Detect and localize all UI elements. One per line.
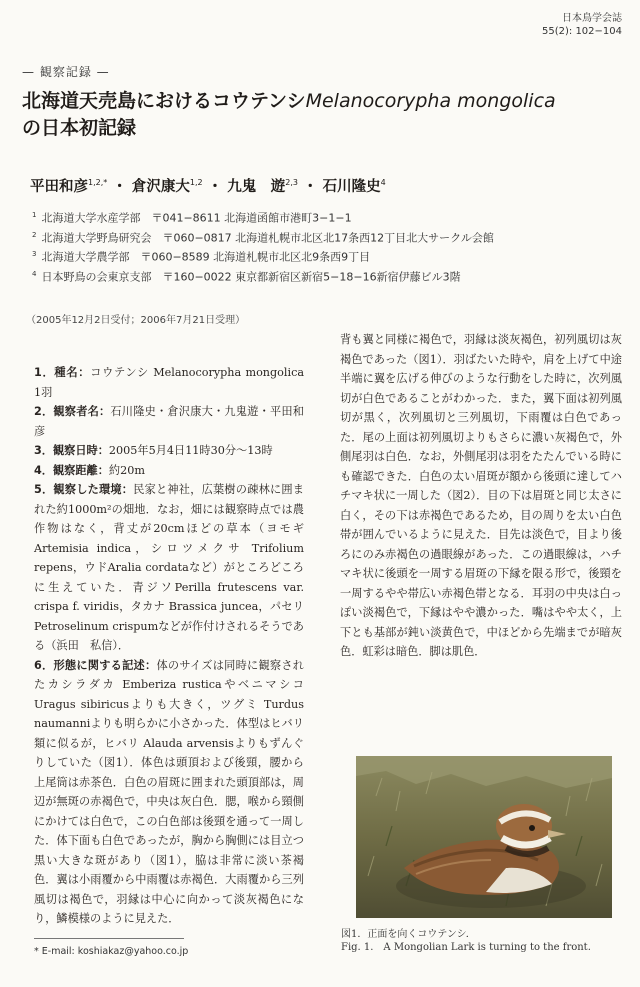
right-column xyxy=(340,330,622,662)
paragraph-observers xyxy=(34,402,304,441)
paragraph-body: 2005年5月4日11時30分〜13時 xyxy=(108,444,273,457)
affiliation-number: 4 xyxy=(32,269,37,278)
title-latin: Melanocorypha mongolica xyxy=(305,90,556,112)
author: 九鬼 遊 xyxy=(227,179,286,195)
affiliation-text: 北海道大学野鳥研究会 〒060−0817 北海道札幌市北区北17条西12丁目北大サークル会館 xyxy=(41,231,494,245)
paragraph-body: 体のサイズは同時に観察されたカシラダカ Emberiza rusticaやベニマシコ Uragus sibiricusよりも大きく，ツグミ Turdus naumanniよりも明らかに小さかった．体型はヒバリ類に似るが，ヒバリ Alauda arvensisよりもずんぐりしていた（図1）．体色は頭頂および後頸，腰から上尾筒は赤茶色．白色の眉斑に囲まれた頭頂部は，周辺が無斑の赤褐色で，中央は灰白色．腮，喉から頸側にかけては白色で，この白色部は後頸を通って一周した．体下面も白色であったが，胸から胸側には目立つ黒い大きな斑があり（図1），脇は非常に淡い茶褐色．翼は小雨覆から中雨覆は赤褐色．大雨覆から三列風切は褐色で，羽縁は中心に向かって淡灰褐色になり，鱗模様のように見えた． xyxy=(34,658,304,925)
journal-name: 日本鳥学会誌 xyxy=(562,13,622,24)
mongolian-lark-photo xyxy=(356,756,612,918)
affiliation-number: 2 xyxy=(32,230,37,239)
affiliation-number: 1 xyxy=(32,211,37,219)
affiliation-text: 北海道大学農学部 〒060−8589 北海道札幌市北区北9条西9丁目 xyxy=(41,250,371,264)
caption-jp: 図1．正面を向くコウテンシ． xyxy=(341,929,476,940)
figure-caption xyxy=(341,928,591,954)
paragraph-distance xyxy=(34,461,304,481)
author: 石川隆史 xyxy=(322,179,381,195)
received-dates: （2005年12月2日受付；2006年7月21日受理） xyxy=(26,315,246,326)
footnote-email: * E-mail: koshiakaz@yahoo.co.jp xyxy=(34,946,189,957)
title-jp-2: の日本初記録 xyxy=(22,117,137,139)
paragraph-heading: 1．種名： xyxy=(34,366,91,379)
paragraph-morphology xyxy=(34,656,304,929)
affiliation-row xyxy=(32,266,494,286)
author-list: 平田和彦$^{1,2,*}$ ・ 倉沢康大$^{1,2}$ ・ 九鬼 遊$^{2,3}$ ・ 石川隆史$^4$ xyxy=(30,178,386,195)
paragraph-heading: 2．観察者名： xyxy=(34,405,111,418)
paragraph-body: 石川隆史・倉沢康大・九鬼遊・平田和彦 xyxy=(34,405,304,438)
left-column xyxy=(34,363,304,929)
author-affil: 1,2 xyxy=(189,178,203,188)
author-affil: 4 xyxy=(380,178,386,188)
paragraph-environment xyxy=(34,480,304,656)
affiliation-text: 日本野鳥の会東京支部 〒160−0022 東京都新宿区新宿5−18−16新宿伊藤ビル3階 xyxy=(41,270,461,284)
section-label: — 観察記録 — xyxy=(22,65,110,79)
journal-info xyxy=(542,12,622,38)
affiliation-row xyxy=(32,246,494,266)
title-jp-1: 北海道天売島におけるコウテンシ xyxy=(22,90,306,112)
affiliations xyxy=(32,207,494,286)
paragraph-body: 約20m xyxy=(108,463,145,477)
caption-en: Fig. 1. A Mongolian Lark is turning to the front. xyxy=(341,942,591,953)
affiliation-row xyxy=(32,227,494,247)
author-affil: 2,3 xyxy=(285,178,298,188)
paragraph-body: コウテンシ Melanocorypha mongolica 1羽 xyxy=(34,366,305,399)
paragraph-morphology-continued: 背も翼と同様に褐色で，羽縁は淡灰褐色，初列風切は灰褐色であった（図1）．羽ばたいた時や，肩を上げて中途半端に翼を広げる伸びのような行動をした時に，次列風切が白色であることがわかった．また，翼下面は初列風切が黒く，次列風切と三列風切，下雨覆は白色であった．尾の上面は初列風切よりもさらに濃い灰褐色で，外側尾羽は白色．なお，外側尾羽は羽をたたんでいる時にも確認できた．白色の太い眉斑が額から後頭に達してハチマキ状に一周した（図2）．目の下は眉斑と同じ太さに白く，その下は赤褐色であるため，目の周りを太い白色帯が囲んでいるように見えた．目先は淡色で，目より後ろにのみ赤褐色の過眼線があった．この過眼線は，ハチマキ状に後頭を一周する眉斑の下縁を限る形で，後頸を一周するやや帯広い赤褐色帯となる．耳羽の中央は白っぽい淡褐色で，下縁はやや濃かった．嘴はやや太く，上下とも基部が鈍い淡黄色で，中ほどから先端までが暗灰色．虹彩は暗色．脚は肌色． xyxy=(340,333,622,658)
figure-photo xyxy=(356,756,612,918)
paragraph-heading: 3．観察日時： xyxy=(34,444,109,457)
paragraph-heading: 4．観察距離： xyxy=(34,463,109,477)
author-affil: 1,2,* xyxy=(88,178,108,188)
paragraph-heading: 6．形態に関する記述： xyxy=(34,658,157,672)
paragraph-species xyxy=(34,363,304,402)
affiliation-row xyxy=(32,207,494,227)
paragraph-heading: 5．観察した環境： xyxy=(34,483,134,496)
journal-volume: 55(2): 102−104 xyxy=(542,26,622,37)
paragraph-datetime xyxy=(34,441,304,461)
article-title xyxy=(22,88,622,142)
footnote-divider xyxy=(34,938,184,939)
affiliation-text: 北海道大学水産学部 〒041−8611 北海道函館市港町3−1−1 xyxy=(41,211,352,225)
affiliation-number: 3 xyxy=(32,250,37,259)
author: 平田和彦 xyxy=(30,179,88,195)
author: 倉沢康大 xyxy=(131,179,190,195)
paragraph-body: 民家と神社，広葉樹の疎林に囲まれた約1000m²の畑地．なお，畑には観察時点では農作物はなく，背丈が20cmほどの草本（ヨモギ Artemisia indica，シロツメクサ Trifolium repens，ウドAralia cordataなど）がところどころに生えていた．青ジソPerilla frutescens var. crispa f. viridis，タカナ Brassica juncea，パセリ Petroselinum crispumなどが作付けされるそうである（浜田 私信）． xyxy=(34,483,304,652)
